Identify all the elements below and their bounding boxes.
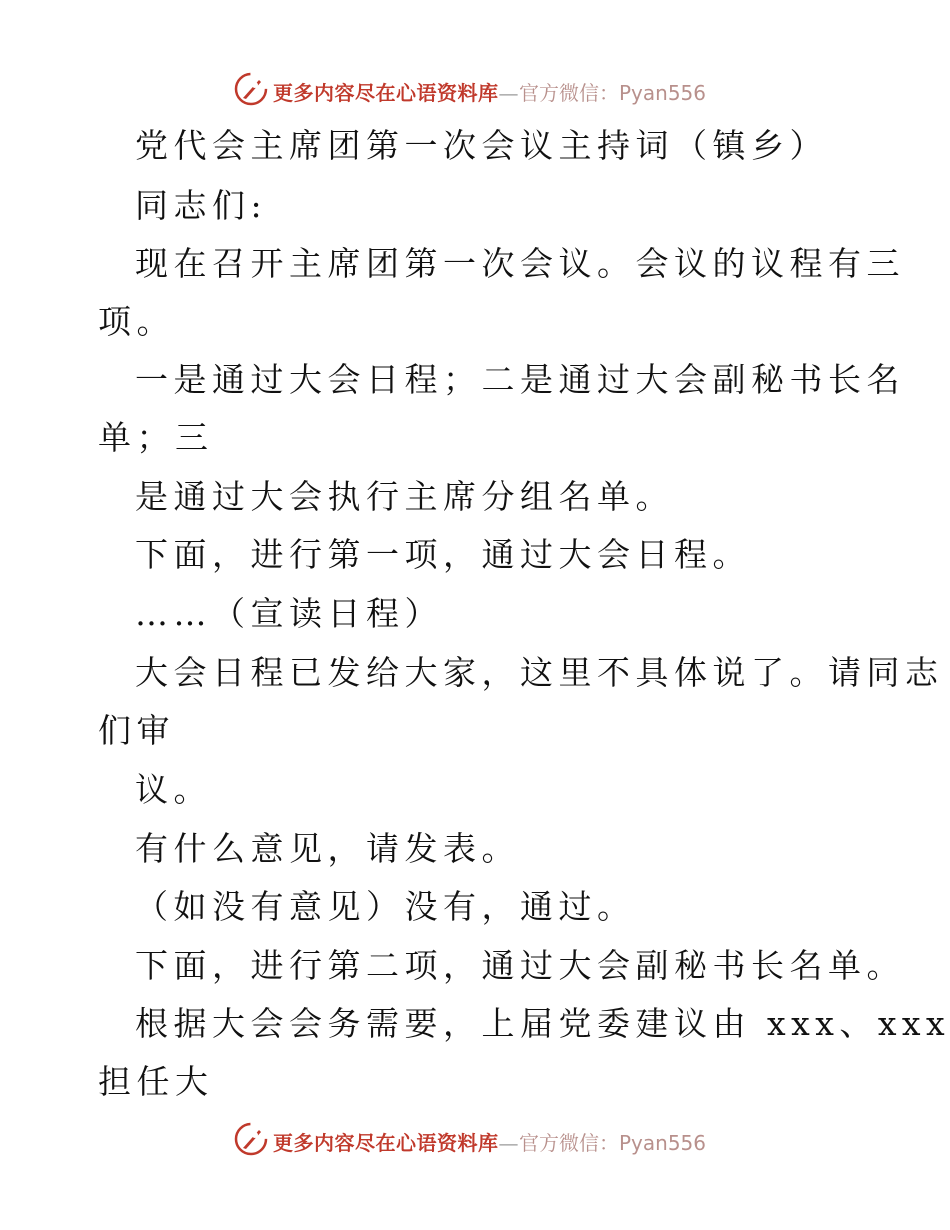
banner-dash: — xyxy=(498,1131,519,1155)
header-banner xyxy=(233,71,713,107)
salutation: 同志们: xyxy=(135,186,268,225)
banner-wechat-text: 官方微信：Pyan556 xyxy=(519,1131,707,1155)
paragraph-line: 下面，进行第一项，通过大会日程。 xyxy=(135,535,751,574)
paragraph-line: 一是通过大会日程；二是通过大会副秘书长名 xyxy=(135,360,905,399)
paragraph-line: 根据大会会务需要，上届党委建议由 xxx、xxx xyxy=(135,1004,950,1043)
paragraph-line: 现在召开主席团第一次会议。会议的议程有三 xyxy=(135,244,905,283)
paragraph-line: 议。 xyxy=(135,770,212,809)
paragraph-line: 担任大 xyxy=(98,1062,214,1101)
banner-dash: — xyxy=(498,81,519,105)
paragraph-line: 单；三 xyxy=(98,418,214,457)
banner-wechat-text: 官方微信：Pyan556 xyxy=(519,81,707,105)
document-title: 党代会主席团第一次会议主持词（镇乡） xyxy=(135,126,828,165)
quill-pen-circle-icon xyxy=(233,71,269,107)
paragraph-line: 下面，进行第二项，通过大会副秘书长名单。 xyxy=(135,946,905,985)
banner-text xyxy=(273,1127,706,1156)
footer-banner xyxy=(233,1121,713,1157)
banner-text xyxy=(273,77,706,106)
paragraph-line: ……（宣读日程） xyxy=(135,594,443,633)
paragraph-line: 是通过大会执行主席分组名单。 xyxy=(135,477,674,516)
paragraph-line: （如没有意见）没有，通过。 xyxy=(135,887,636,926)
paragraph-line: 们审 xyxy=(98,711,175,750)
paragraph-line: 大会日程已发给大家，这里不具体说了。请同志 xyxy=(135,653,944,692)
banner-main-text: 更多内容尽在心语资料库 xyxy=(273,81,499,105)
banner-main-text: 更多内容尽在心语资料库 xyxy=(273,1131,499,1155)
quill-pen-circle-icon xyxy=(233,1121,269,1157)
paragraph-line: 有什么意见，请发表。 xyxy=(135,829,520,868)
paragraph-line: 项。 xyxy=(98,302,175,341)
